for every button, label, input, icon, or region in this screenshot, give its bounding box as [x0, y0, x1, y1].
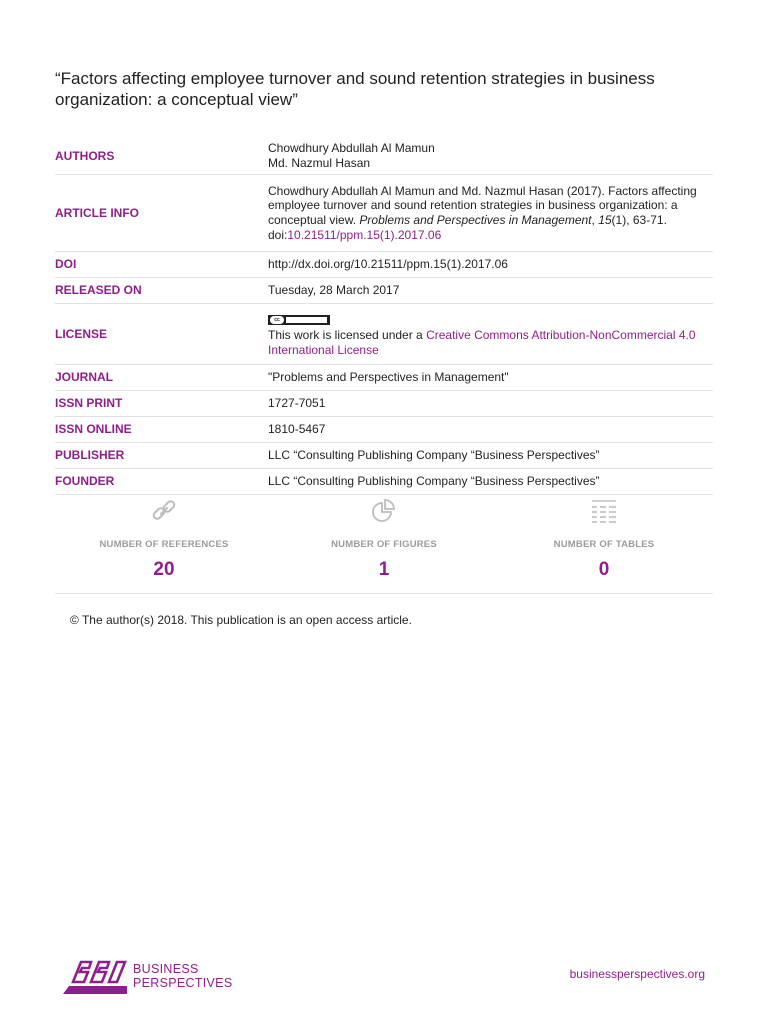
- row-license: [55, 304, 713, 365]
- issn-print-label: ISSN PRINT: [55, 391, 268, 417]
- stat-figures: [284, 498, 484, 581]
- stat-references-label: NUMBER OF REFERENCES: [99, 539, 229, 550]
- publisher-website-link[interactable]: businessperspectives.org: [569, 967, 705, 981]
- citation-text-c: (1), 63-71.: [611, 213, 667, 227]
- row-article-info: [55, 175, 713, 252]
- stat-references: [64, 498, 264, 581]
- citation-journal: Problems and Perspectives in Management: [359, 213, 592, 227]
- citation-text-a: conceptual view.: [268, 213, 360, 227]
- row-issn-online: [55, 417, 713, 443]
- citation-line-2: employee turnover and sound retention strategies in business organization: a: [268, 198, 678, 213]
- stat-figures-value: 1: [378, 559, 390, 580]
- founder-label: FOUNDER: [55, 469, 268, 495]
- publisher-logo: [63, 958, 232, 994]
- issn-online-value: 1810-5467: [268, 417, 713, 443]
- article-info-label: ARTICLE INFO: [55, 175, 268, 252]
- citation-volume: 15: [598, 213, 612, 227]
- doi-label: DOI: [55, 252, 268, 278]
- journal-value: "Problems and Perspectives in Management": [268, 365, 713, 391]
- stat-figures-label: NUMBER OF FIGURES: [331, 539, 437, 550]
- journal-label: JOURNAL: [55, 365, 268, 391]
- cc-by-nc-icon: [286, 317, 327, 323]
- stat-tables-label: NUMBER OF TABLES: [553, 539, 655, 550]
- stat-tables: [504, 498, 704, 581]
- row-founder: [55, 469, 713, 495]
- released-on-value: Tuesday, 28 March 2017: [268, 278, 713, 304]
- copyright-notice: © The author(s) 2018. This publication is an open access article.: [70, 613, 412, 627]
- row-doi: [55, 252, 713, 278]
- article-title: “Factors affecting employee turnover and sound retention strategies in business organization: a conceptual view”: [55, 69, 655, 109]
- author-1: Chowdhury Abdullah Al Mamun: [268, 141, 435, 156]
- row-issn-print: [55, 391, 713, 417]
- brand-line-2: PERSPECTIVES: [133, 976, 233, 990]
- stat-references-value: 20: [153, 559, 175, 580]
- row-authors: [55, 138, 713, 175]
- issn-online-label: ISSN ONLINE: [55, 417, 268, 443]
- founder-value: LLC “Consulting Publishing Company “Business Perspectives”: [268, 469, 713, 495]
- business-perspectives-logo-icon: [63, 958, 127, 994]
- row-journal: [55, 365, 713, 391]
- authors-label: AUTHORS: [55, 138, 268, 175]
- publisher-value: LLC “Consulting Publishing Company “Business Perspectives”: [268, 443, 713, 469]
- citation-text-b: ,: [591, 213, 599, 227]
- link-icon: [64, 498, 264, 532]
- table-icon: [504, 498, 704, 532]
- row-released-on: [55, 278, 713, 304]
- license-text: This work is licensed under a: [268, 328, 427, 343]
- citation-line-3: [268, 213, 713, 228]
- article-info-value: [268, 175, 713, 252]
- license-value: [268, 304, 713, 365]
- cc-license-badge-icon[interactable]: [268, 315, 330, 325]
- article-stats: [55, 498, 713, 594]
- cc-logo-icon: cc: [270, 316, 284, 324]
- brand-line-1: BUSINESS: [133, 962, 199, 976]
- license-link[interactable]: Creative Commons Attribution-NonCommercial 4.0: [426, 328, 696, 343]
- doi-value[interactable]: http://dx.doi.org/10.21511/ppm.15(1).2017.06: [268, 252, 713, 278]
- article-info-table: [55, 138, 713, 495]
- publisher-brand-name: [133, 962, 232, 990]
- license-label: LICENSE: [55, 304, 268, 365]
- citation-doi-link[interactable]: 10.21511/ppm.15(1).2017.06: [287, 227, 442, 242]
- pie-chart-icon: [284, 498, 484, 532]
- stat-tables-value: 0: [598, 559, 610, 580]
- citation-line-1: Chowdhury Abdullah Al Mamun and Md. Nazmul Hasan (2017). Factors affecting: [268, 183, 697, 198]
- row-publisher: [55, 443, 713, 469]
- issn-print-value: 1727-7051: [268, 391, 713, 417]
- released-on-label: RELEASED ON: [55, 278, 268, 304]
- citation-line-4: [268, 228, 713, 243]
- citation-doi-prefix: doi:: [268, 227, 288, 242]
- author-2: Md. Nazmul Hasan: [268, 156, 371, 170]
- authors-value: [268, 138, 713, 175]
- license-link-line-2[interactable]: International License: [268, 343, 379, 357]
- publisher-label: PUBLISHER: [55, 443, 268, 469]
- license-line-1: [268, 328, 713, 343]
